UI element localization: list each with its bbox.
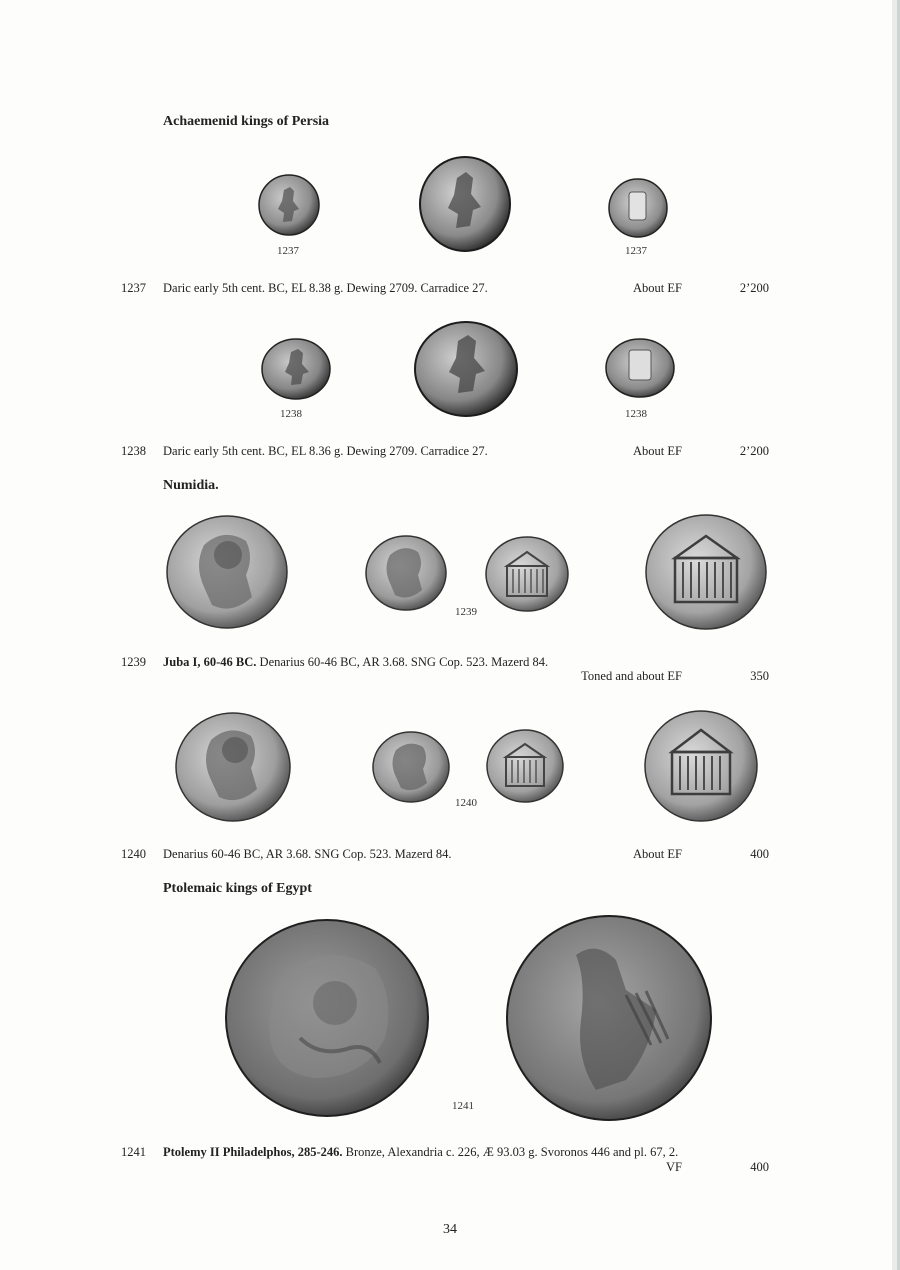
coin-1237-obverse-large: [419, 156, 511, 252]
coin-1239-obverse-large: [166, 515, 289, 630]
lot-description-1240: [163, 847, 452, 862]
lot-number-1237: 1237: [121, 281, 146, 295]
coin-1237-reverse: [608, 178, 668, 238]
lot-description-text: Bronze, Alexandria c. 226, Æ 93.03 g. Svoronos 446 and pl. 67, 2.: [342, 1145, 679, 1159]
lot-name-bold: Ptolemy II Philadelphos, 285-246.: [163, 1145, 343, 1159]
caption-1237-b: 1237: [625, 245, 647, 257]
coin-1241-obverse: [225, 918, 430, 1118]
lot-description-1238: [163, 444, 488, 459]
caption-1237-a: 1237: [277, 245, 299, 257]
lot-name-bold: Juba I, 60-46 BC.: [163, 655, 257, 669]
coin-1238-obverse-small: [261, 338, 331, 400]
lot-grade-1238: About EF: [633, 444, 682, 458]
coin-1240-reverse-small: [486, 729, 565, 803]
section-heading-ptolemaic: Ptolemaic kings of Egypt: [163, 881, 312, 896]
caption-1239: 1239: [455, 606, 477, 618]
lot-number-1240: 1240: [121, 847, 146, 861]
lot-grade-1241: VF: [666, 1160, 682, 1174]
coin-1241-reverse: [506, 915, 713, 1122]
lot-price-1238: 2’200: [739, 444, 769, 458]
lot-price-1241: 400: [750, 1160, 769, 1174]
lot-number-1241: 1241: [121, 1145, 146, 1159]
section-heading-numidia: Numidia.: [163, 478, 219, 493]
lot-grade-1239: Toned and about EF: [581, 669, 682, 683]
lot-description-text: Denarius 60-46 BC, AR 3.68. SNG Cop. 523. Mazerd 84.: [163, 847, 452, 861]
lot-description-1237: [163, 281, 488, 296]
lot-number-1239: 1239: [121, 655, 146, 669]
lot-description-1241: [163, 1145, 678, 1160]
coin-1239-obverse-small: [365, 535, 448, 611]
caption-1238-a: 1238: [280, 408, 302, 420]
coin-1238-reverse: [605, 338, 675, 398]
lot-description-1239: [163, 655, 548, 670]
page-number: 34: [443, 1222, 457, 1237]
lot-grade-1237: About EF: [633, 281, 682, 295]
coin-1240-obverse-small: [372, 731, 451, 804]
coin-1240-obverse-large: [175, 712, 292, 822]
coin-1239-reverse-small: [485, 536, 569, 613]
lot-number-1238: 1238: [121, 444, 146, 458]
coin-1239-reverse-large: [645, 514, 767, 631]
section-heading-achaemenid: Achaemenid kings of Persia: [163, 114, 330, 129]
lot-description-text: Daric early 5th cent. BC, EL 8.38 g. Dewing 2709. Carradice 27.: [163, 281, 488, 295]
lot-price-1239: 350: [750, 669, 769, 683]
page-edge: [892, 0, 900, 1270]
lot-description-text: Denarius 60-46 BC, AR 3.68. SNG Cop. 523. Mazerd 84.: [256, 655, 549, 669]
coin-1240-reverse-large: [644, 710, 758, 823]
lot-price-1240: 400: [750, 847, 769, 861]
lot-description-text: Daric early 5th cent. BC, EL 8.36 g. Dewing 2709. Carradice 27.: [163, 444, 488, 458]
caption-1241: 1241: [452, 1100, 474, 1112]
caption-1238-b: 1238: [625, 408, 647, 420]
lot-price-1237: 2’200: [739, 281, 769, 295]
coin-1237-obverse-small: [258, 174, 320, 236]
lot-grade-1240: About EF: [633, 847, 682, 861]
caption-1240: 1240: [455, 797, 477, 809]
coin-1238-obverse-large: [414, 321, 518, 417]
